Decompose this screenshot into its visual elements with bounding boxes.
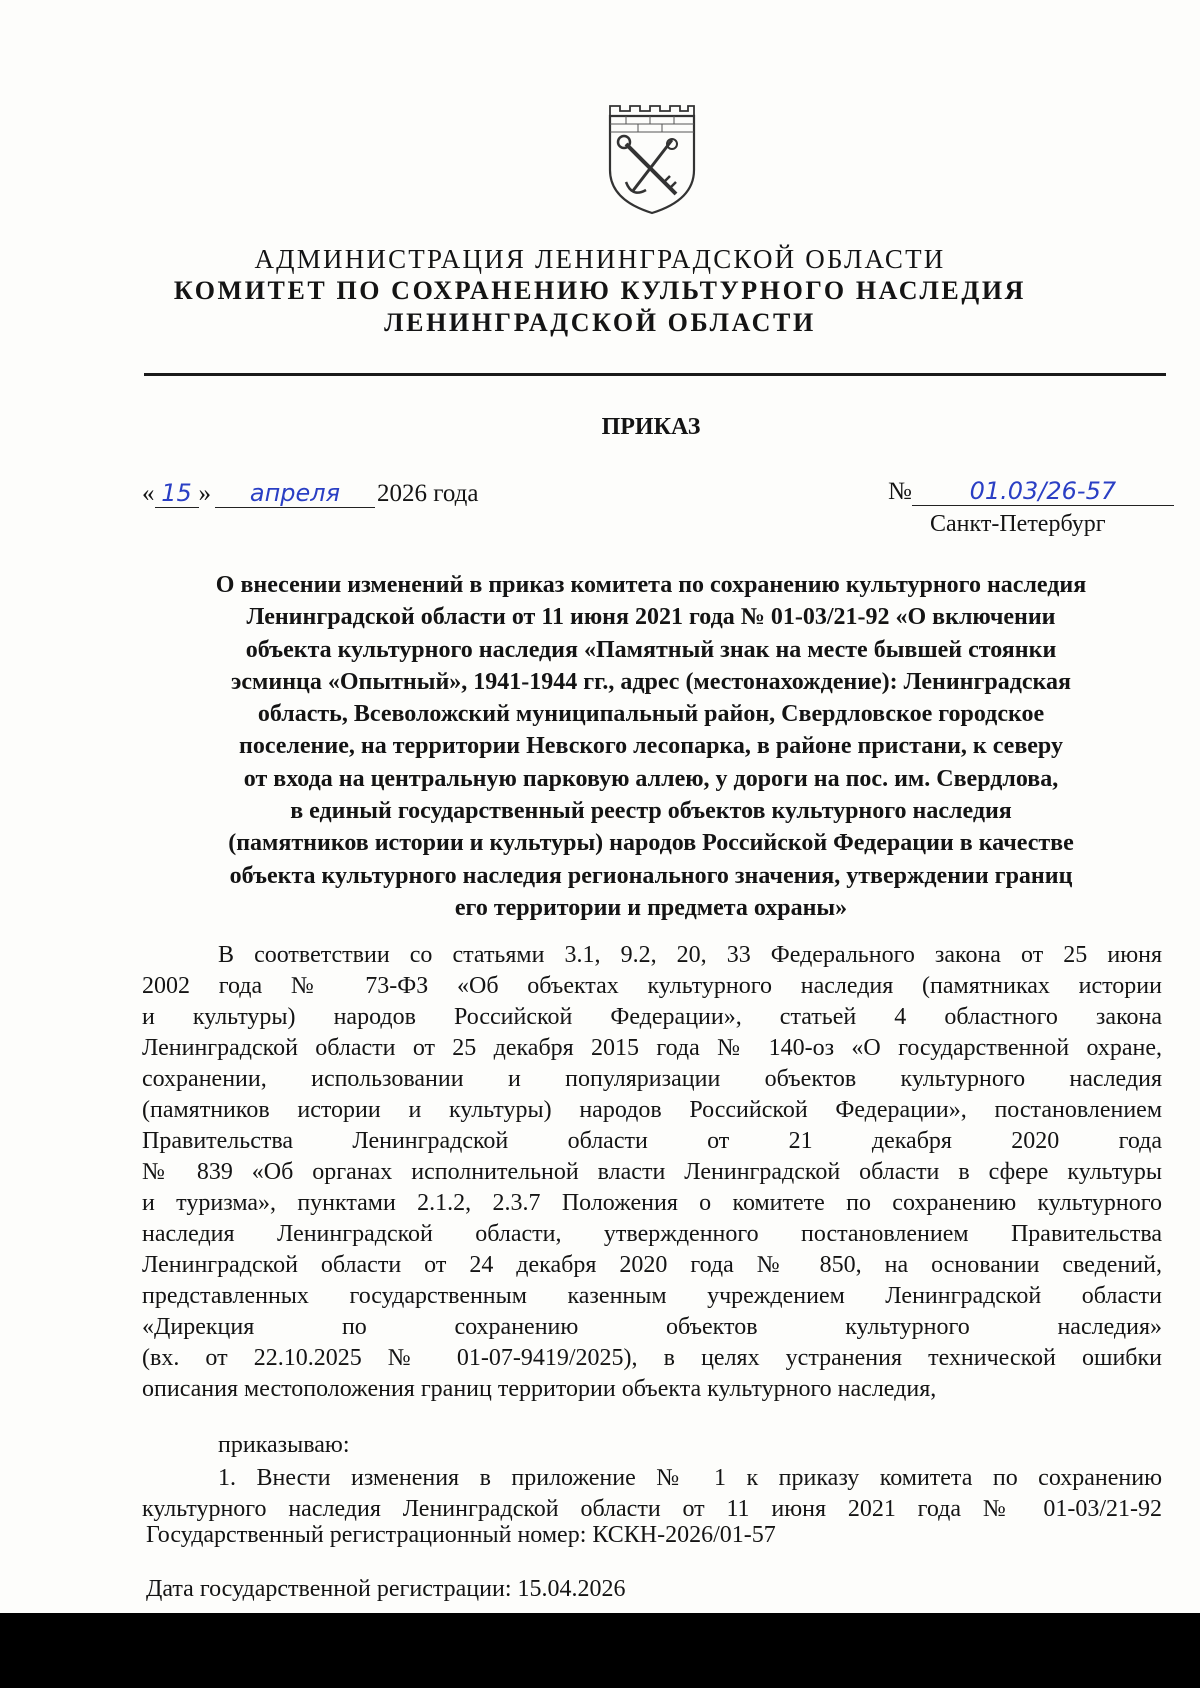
document-number xyxy=(888,477,1174,506)
org-line-committee: КОМИТЕТ ПО СОХРАНЕНИЮ КУЛЬТУРНОГО НАСЛЕДИЯ xyxy=(173,276,1027,305)
body-line: Ленинградской области от 25 декабря 2015 года № 140-оз «О государственной охране, xyxy=(142,1035,1162,1061)
subject-line: объекта культурного наследия «Памятный знак на месте бывшей стоянки xyxy=(245,636,1057,663)
body-line: сохранении, использовании и популяризации объектов культурного наследия xyxy=(142,1066,1162,1092)
body-line: и туризма», пунктами 2.1.2, 2.3.7 Положения о комитете по сохранению культурного xyxy=(142,1190,1162,1216)
body-line: № 839 «Об органах исполнительной власти Ленинградской области в сфере культуры xyxy=(142,1159,1162,1185)
body-line: наследия Ленинградской области, утвержденного постановлением Правительства xyxy=(142,1221,1162,1247)
body-line: 2002 года № 73-ФЗ «Об объектах культурного наследия (памятниках истории xyxy=(142,973,1162,999)
body-line: описания местоположения границ территории объекта культурного наследия, xyxy=(142,1376,937,1402)
subject-line: поселение, на территории Невского лесопарка, в районе пристани, к северу xyxy=(239,733,1063,760)
body-line: (памятников истории и культуры) народов Российской Федерации», постановлением xyxy=(142,1097,1162,1123)
body-line: представленных государственным казенным учреждением Ленинградской области xyxy=(142,1283,1162,1309)
subject-line: О внесении изменений в приказ комитета по сохранению культурного наследия xyxy=(215,572,1087,598)
org-line-administration: АДМИНИСТРАЦИЯ ЛЕНИНГРАДСКОЙ ОБЛАСТИ xyxy=(254,244,946,274)
item-line: культурного наследия Ленинградской области от 11 июня 2021 года № 01-03/21-92 xyxy=(142,1496,1162,1522)
subject-line: эсминца «Опытный», 1941-1944 гг., адрес (местонахождение): Ленинградская xyxy=(231,668,1071,695)
body-line: (вх. от 22.10.2025 № 01-07-9419/2025), в целях устранения технической ошибки xyxy=(142,1345,1162,1371)
body-line: «Дирекция по сохранению объектов культурного наследия» xyxy=(142,1314,1162,1340)
body-line: В соответствии со статьями 3.1, 9.2, 20, 33 Федерального закона от 25 июня xyxy=(218,942,1162,968)
subject-line: Ленинградской области от 11 июня 2021 года № 01-03/21-92 «О включении xyxy=(246,604,1056,631)
document-city: Санкт-Петербург xyxy=(930,511,1106,537)
subject-line: (памятников истории и культуры) народов Российской Федерации в качестве xyxy=(228,830,1074,857)
header-divider xyxy=(144,373,1166,376)
date-day-handwritten: 15 xyxy=(155,479,199,508)
number-handwritten: 01.03/26-57 xyxy=(912,477,1174,506)
document-date xyxy=(142,479,478,508)
scan-bottom-bar xyxy=(0,1613,1200,1688)
subject-line: его территории и предмета охраны» xyxy=(454,894,848,921)
body-line: Правительства Ленинградской области от 21 декабря 2020 года xyxy=(142,1128,1162,1154)
date-open-quote: « xyxy=(142,480,155,507)
date-close-quote: » xyxy=(198,480,211,507)
registration-number: Государственный регистрационный номер: КСКН-2026/01-57 xyxy=(146,1522,776,1548)
item-line: 1. Внести изменения в приложение № 1 к приказу комитета по сохранению xyxy=(218,1465,1162,1491)
number-prefix: № xyxy=(888,478,912,505)
date-year: 2026 года xyxy=(377,480,479,507)
subject-line: в единый государственный реестр объектов культурного наследия xyxy=(290,798,1012,825)
document-title: ПРИКАЗ xyxy=(601,414,701,440)
document-subject xyxy=(140,569,1162,924)
subject-line: от входа на центральную парковую аллею, у дороги на пос. им. Свердлова, xyxy=(243,765,1059,792)
subject-line: объекта культурного наследия регионального значения, утверждении границ xyxy=(229,862,1073,889)
order-item-1 xyxy=(142,1463,1162,1525)
date-month-handwritten: апреля xyxy=(215,479,375,508)
preamble-paragraph xyxy=(142,940,1162,1405)
body-line: и культуры) народов Российской Федерации», статьей 4 областного закона xyxy=(142,1004,1162,1030)
order-word: приказываю: xyxy=(218,1432,350,1458)
org-line-region: ЛЕНИНГРАДСКОЙ ОБЛАСТИ xyxy=(384,308,816,337)
body-line: Ленинградской области от 24 декабря 2020 года № 850, на основании сведений, xyxy=(142,1252,1162,1278)
coat-of-arms-icon xyxy=(606,100,698,216)
registration-date: Дата государственной регистрации: 15.04.2026 xyxy=(146,1576,626,1602)
subject-line: область, Всеволожский муниципальный район, Свердловское городское xyxy=(257,701,1045,728)
